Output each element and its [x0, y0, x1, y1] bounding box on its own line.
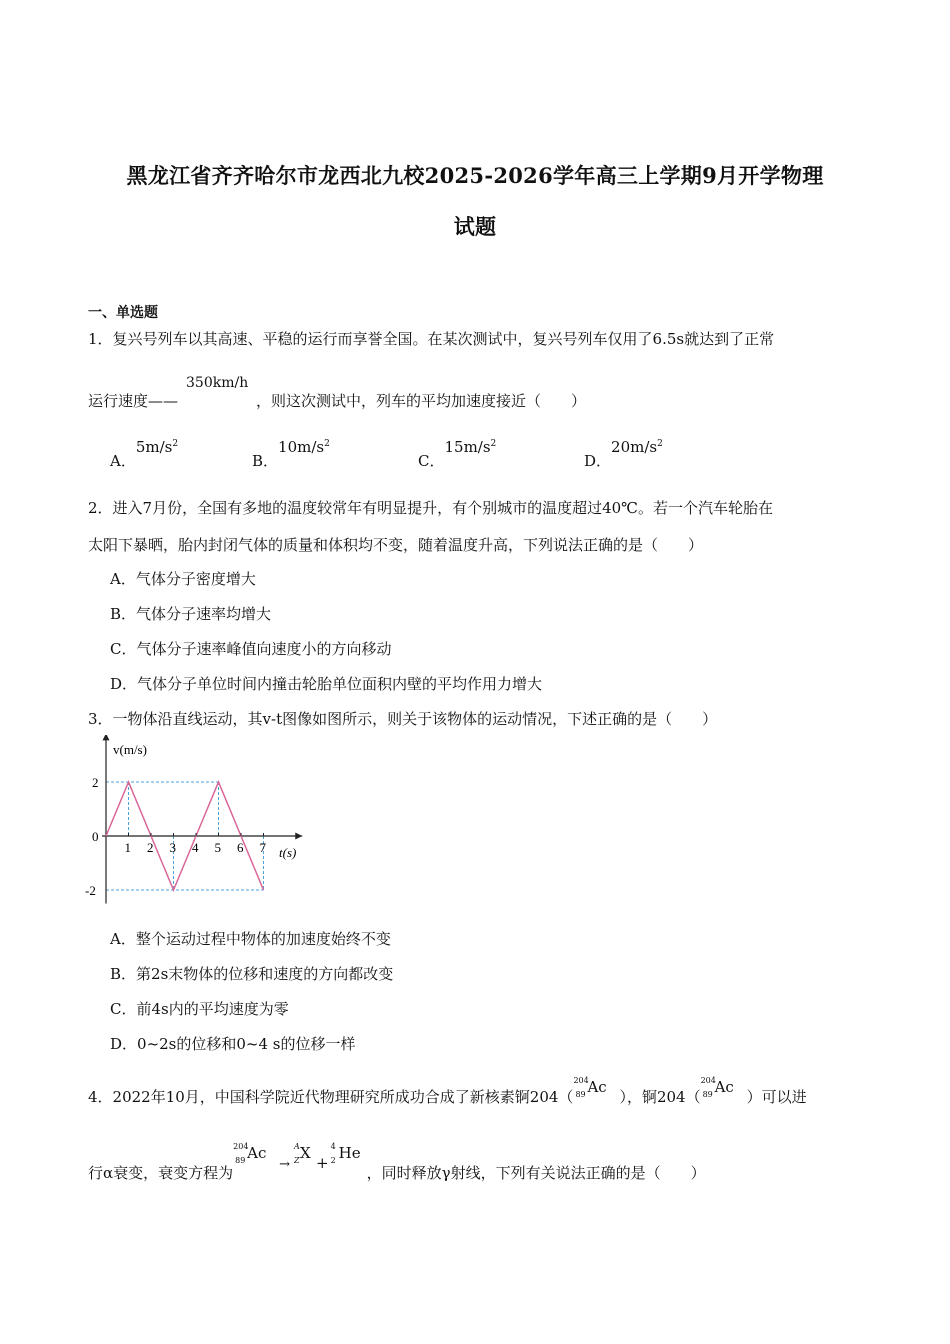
x-axis-arrow: [295, 833, 302, 840]
q1-line2: [88, 390, 586, 411]
q4-line2: [88, 1142, 706, 1183]
q4-line1: [88, 1076, 807, 1107]
q1-option-a[interactable]: A．$5m/s^2$: [110, 438, 179, 470]
q1-option-d[interactable]: D．$20m/s^2$: [584, 438, 663, 470]
eq-plus: +: [316, 1154, 329, 1172]
q3-option-d[interactable]: D．0~2s的位移和0~4 s的位移一样: [110, 1035, 356, 1053]
q2-option-c[interactable]: C．气体分子速率峰值向速度小的方向移动: [110, 640, 392, 658]
q3-option-c[interactable]: C．前4s内的平均速度为零: [110, 1000, 289, 1018]
chart-axes: [102, 735, 302, 904]
x-tick-label: 2: [147, 840, 154, 855]
q2-option-b[interactable]: B．气体分子速率均增大: [110, 605, 272, 623]
x-tick-label: 1: [124, 840, 131, 855]
q4-line2-pre: 行α衰变，衰变方程为: [88, 1164, 234, 1182]
y-tick-label: -2: [85, 883, 96, 898]
q2-option-a[interactable]: A．气体分子密度增大: [110, 570, 256, 588]
q4-line1-pre: 4．2022年10月，中国科学院近代物理研究所成功合成了新核素锕204（: [88, 1088, 574, 1106]
y-tick-label: 2: [92, 775, 99, 790]
x-tick-label: 4: [192, 840, 199, 855]
q2-line1: 2．进入7月份，全国有多地的温度较常年有明显提升，有个别城市的温度超过40℃。若一个汽车轮胎在: [88, 499, 773, 517]
q4-line1-post: ）可以进: [746, 1088, 807, 1106]
q1-line2-pre: 运行速度——: [88, 392, 179, 410]
decay-equation: [233, 1142, 366, 1172]
q4-line1-mid: ），锕204（: [619, 1088, 701, 1106]
q3-option-b[interactable]: B．第2s末物体的位移和速度的方向都改变: [110, 965, 394, 983]
q1-speed: 350km/h: [186, 375, 249, 391]
eq-product-nuclide: A Z X: [294, 1142, 311, 1165]
eq-alpha-nuclide: 4 2 He: [330, 1142, 361, 1165]
eq-parent-nuclide: 204 89 Ac: [233, 1142, 267, 1165]
section-heading: 一、单选题: [88, 305, 158, 321]
document-title-line2: 试题: [453, 214, 497, 239]
q1-line1: 1．复兴号列车以其高速、平稳的运行而享誉全国。在某次测试中，复兴号列车仅用了6.5s就达到了正常: [88, 330, 775, 348]
x-tick-label: 6: [237, 840, 244, 855]
vt-chart: [80, 735, 320, 920]
q2-line2: 太阳下暴晒，胎内封闭气体的质量和体积均不变，随着温度升高，下列说法正确的是（ ）: [88, 536, 704, 554]
q3-option-a[interactable]: A．整个运动过程中物体的加速度始终不变: [110, 930, 391, 948]
nuclide-ac204-1: 204 89 Ac: [573, 1076, 607, 1099]
q1-line2-post: ，则这次测试中，列车的平均加速度接近（ ）: [256, 392, 587, 410]
eq-arrow: →: [279, 1157, 291, 1172]
document-title-line1: 黑龙江省齐齐哈尔市龙西北九校2025-2026学年高三上学期9月开学物理: [126, 163, 824, 188]
q4-line2-post: ，同时释放γ射线，下列有关说法正确的是（ ）: [366, 1164, 706, 1182]
y-axis-label: v(m/s): [113, 742, 147, 757]
y-tick-label: 0: [92, 829, 99, 844]
y-axis-arrow: [103, 735, 110, 740]
q3-line1: 3．一物体沿直线运动，其v-t图像如图所示，则关于该物体的运动情况，下述正确的是（ ）: [88, 710, 718, 728]
x-axis-label: t(s): [279, 845, 297, 860]
q1-option-b[interactable]: B．$10m/s^2$: [252, 438, 330, 470]
x-tick-label: 7: [259, 840, 266, 855]
x-tick-label: 5: [214, 840, 221, 855]
q1-option-c[interactable]: C．$15m/s^2$: [418, 438, 497, 470]
q2-option-d[interactable]: D．气体分子单位时间内撞击轮胎单位面积内壁的平均作用力增大: [110, 675, 543, 693]
x-tick-label: 3: [169, 840, 176, 855]
nuclide-ac204-2: 204 89 Ac: [700, 1076, 734, 1099]
